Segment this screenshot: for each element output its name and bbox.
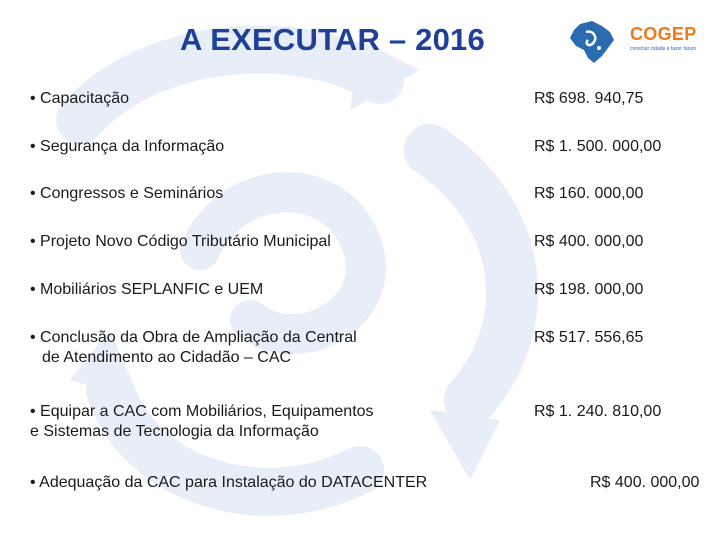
item-label: • Adequação da CAC para Instalação do DATACENTER (30, 474, 428, 491)
logo-tagline: construir cidade é fazer futuro (630, 46, 697, 52)
item-amount: R$ 400. 000,00 (590, 474, 700, 491)
item-amount: R$ 160. 000,00 (534, 185, 644, 202)
item-label-line: • Conclusão da Obra de Ampliação da Central (30, 329, 357, 346)
item-label: • Segurança da Informação (30, 138, 225, 155)
item-label (30, 328, 357, 368)
item-label-continuation: e Sistemas de Tecnologia da Informação (30, 423, 319, 440)
item-label-line: • Equipar a CAC com Mobiliários, Equipamentos (30, 403, 374, 420)
cogep-logo (566, 18, 706, 66)
logo-wordmark: COGEP (630, 24, 697, 44)
item-amount: R$ 400. 000,00 (534, 233, 644, 250)
item-label: • Projeto Novo Código Tributário Municipal (30, 233, 331, 250)
brazil-map-icon (566, 18, 618, 66)
item-label: • Congressos e Seminários (30, 185, 224, 202)
item-label: • Mobiliários SEPLANFIC e UEM (30, 281, 264, 298)
item-label: • Capacitação (30, 90, 129, 107)
item-label-continuation: de Atendimento ao Cidadão – CAC (42, 349, 292, 366)
item-amount: R$ 1. 500. 000,00 (534, 138, 662, 155)
slide-title: A EXECUTAR – 2016 (180, 22, 485, 57)
item-amount: R$ 1. 240. 810,00 (534, 403, 662, 420)
item-amount: R$ 198. 000,00 (534, 281, 644, 298)
item-label (30, 402, 374, 442)
item-amount: R$ 517. 556,65 (534, 329, 644, 346)
item-amount: R$ 698. 940,75 (534, 90, 644, 107)
